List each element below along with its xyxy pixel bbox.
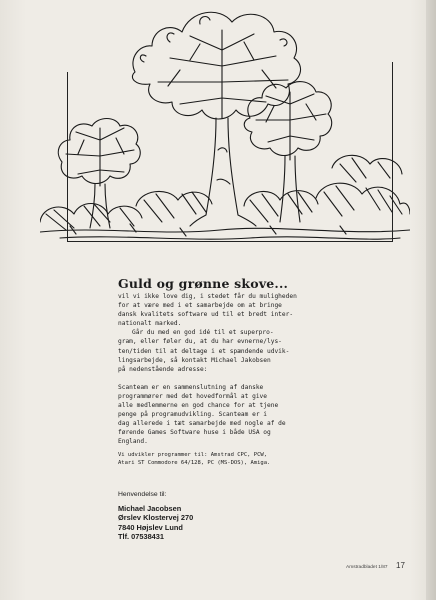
contact-street: Ørslev Klostervej 270 — [118, 513, 194, 523]
scanteam-line: penge på programudvikling. Scanteam er i — [118, 411, 268, 419]
scanteam-line: programmører med det hovedformål at give — [118, 392, 268, 400]
contact-city: 7840 Højslev Lund — [118, 522, 183, 532]
paragraph-intro — [118, 292, 350, 328]
scanteam-line: alle medlemmerne en god chance for at tjene — [118, 402, 279, 410]
invitation-line: gram, eller føler du, at du har evnerne/lys- — [118, 338, 282, 346]
systems-line: Vi udvikler programmer til: Amstrad CPC, PCW, — [118, 452, 268, 458]
intro-line: dansk kvalitets software ud til et bredt inter- — [118, 311, 294, 319]
illustration-baseline — [67, 241, 393, 242]
contact-label: Henvendelse til: — [118, 491, 167, 498]
intro-line: for at være med i et samarbejde om at bringe — [118, 302, 282, 310]
contact-address — [118, 504, 193, 542]
invitation-line: på nedenstående adresse: — [118, 365, 208, 373]
intro-line: nationalt marked. — [118, 320, 182, 328]
page-edge — [426, 0, 436, 600]
illustration-frame-right — [392, 62, 393, 242]
paragraph-invitation — [118, 328, 350, 373]
paragraph-scanteam — [118, 383, 350, 447]
scanteam-line: dag allerede i tæt samarbejde med nogle af de — [118, 420, 286, 428]
scanteam-line: Scanteam er en sammenslutning af danske — [118, 383, 264, 391]
intro-line: vil vi ikke love dig, i stedet får du muligheden — [118, 293, 297, 300]
invitation-line: Går du med en god idé til et superpro- — [132, 329, 274, 337]
scanteam-line: England. — [118, 438, 148, 446]
article-body — [118, 292, 350, 447]
supported-systems — [118, 451, 348, 467]
scanteam-line: førende Games Software huse i både USA og — [118, 429, 271, 437]
page-number: 17 — [396, 561, 405, 570]
contact-phone: Tlf. 07538431 — [118, 532, 165, 542]
invitation-line: lingsarbejde, så kontakt Michael Jakobsen — [118, 356, 271, 364]
forest-illustration — [40, 0, 410, 250]
contact-name: Michael Jacobsen — [118, 504, 182, 513]
illustration-frame-left — [67, 72, 68, 242]
article-headline: Guld og grønne skove... — [118, 276, 289, 291]
magazine-issue: Amstradbladet 1/87 — [346, 565, 388, 570]
invitation-line: ten/tiden til at deltage i et spændende udvik- — [118, 347, 290, 355]
systems-line: Atari ST Commodore 64/128, PC (MS-DOS), Amiga. — [118, 460, 271, 466]
